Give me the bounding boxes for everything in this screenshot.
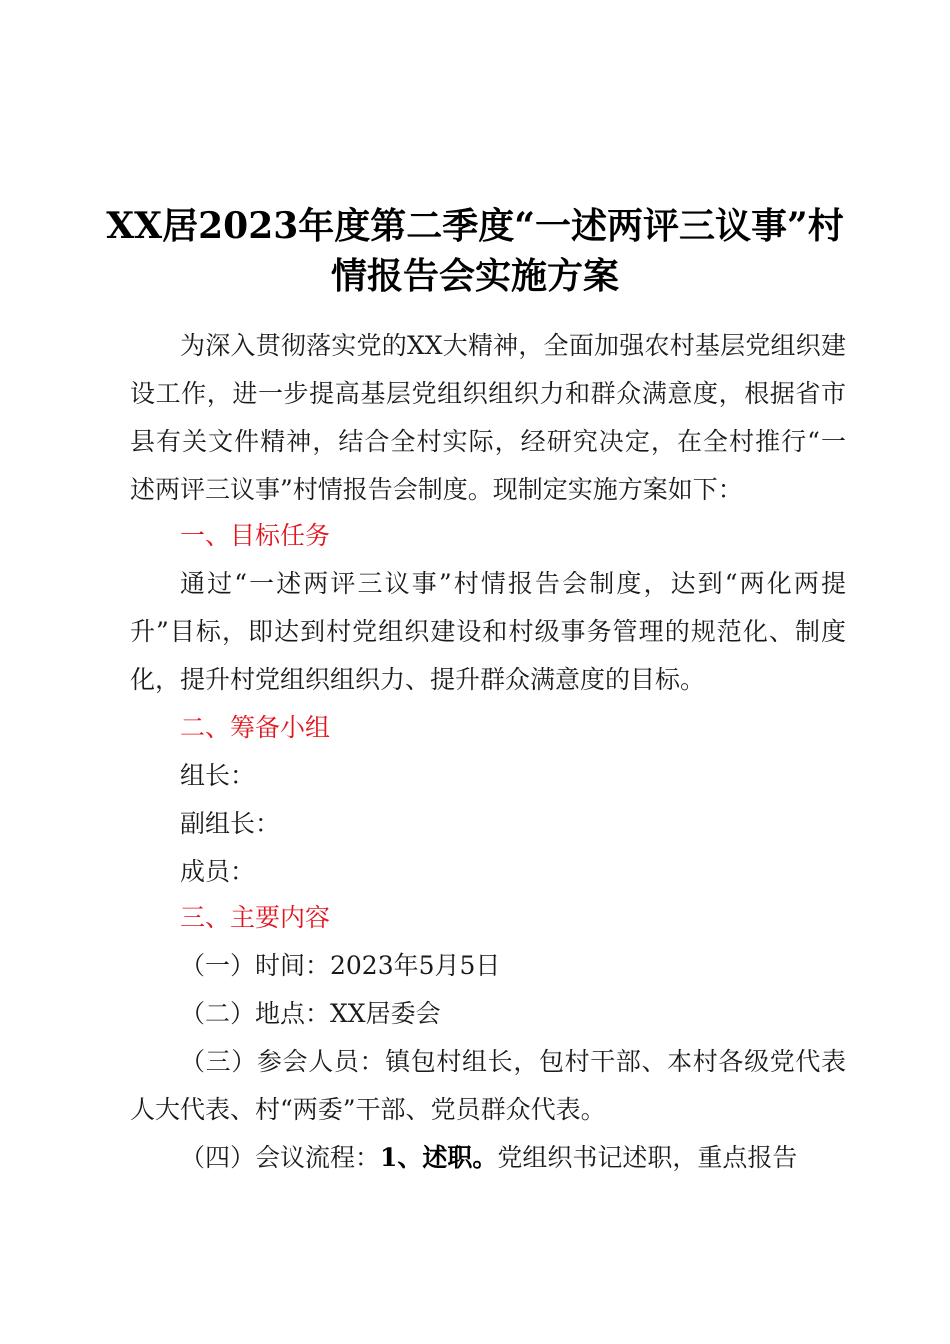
- group-leader: 组长：: [180, 761, 256, 790]
- group-members: 成员：: [180, 857, 256, 886]
- document-title-line-1: XX居2023年度第二季度“一述两评三议事”村: [106, 205, 844, 247]
- meeting-attendees-line-1: （三）参会人员：镇包村组长，包村干部、本村各级党代表: [180, 1047, 846, 1076]
- meeting-process-label: （四）会议流程：: [180, 1143, 381, 1172]
- group-deputy-leader: 副组长：: [180, 809, 281, 838]
- intro-line-4: 述两评三议事”村情报告会制度。现制定实施方案如下：: [130, 475, 743, 504]
- meeting-process-step-1: 1、述职。: [380, 1143, 498, 1172]
- section-heading-main-content: 三、主要内容: [180, 903, 331, 932]
- goals-line-1: 通过“一述两评三议事”村情报告会制度，达到“两化两提: [180, 569, 846, 598]
- goals-line-2: 升”目标，即达到村党组织建设和村级事务管理的规范化、制度: [130, 617, 846, 646]
- goals-line-3: 化，提升村党组织组织力、提升群众满意度的目标。: [130, 665, 706, 694]
- document-title-line-2: 情报告会实施方案: [330, 255, 619, 297]
- section-heading-preparation: 二、筹备小组: [180, 713, 331, 742]
- meeting-attendees-line-2: 人大代表、村“两委”干部、党员群众代表。: [130, 1095, 606, 1124]
- intro-line-1: 为深入贯彻落实党的XX大精神，全面加强农村基层党组织建: [180, 331, 846, 360]
- meeting-time: （一）时间：2023年5月5日: [180, 951, 501, 980]
- intro-line-3: 县有关文件精神，结合全村实际，经研究决定，在全村推行“一: [130, 427, 846, 456]
- meeting-process-text: 党组织书记述职，重点报告: [497, 1143, 798, 1172]
- meeting-process: [180, 1143, 846, 1173]
- meeting-place: （二）地点：XX居委会: [180, 999, 441, 1028]
- section-heading-goals: 一、目标任务: [180, 521, 331, 550]
- intro-line-2: 设工作，进一步提高基层党组织组织力和群众满意度，根据省市: [130, 379, 846, 408]
